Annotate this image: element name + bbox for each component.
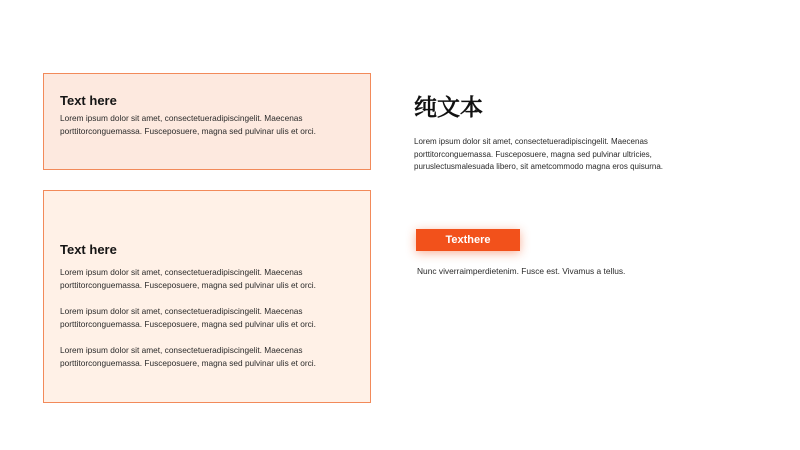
card-paragraph [60,344,360,370]
paragraph-line: Lorem ipsum dolor sit amet, consectetueradipiscingelit. Maecenas [414,137,648,146]
body-paragraph [414,136,734,174]
paragraph-line: puruslectusmalesuada libero, sit ametcommodo magna eros quisurna. [414,162,664,171]
paragraph-line: porttitorconguemassa. Fusceposuere, magna sed pulvinar ultricies, [414,149,652,159]
card-title: Text here [60,93,117,108]
card-paragraph [60,266,360,292]
paragraph-line: Lorem ipsum dolor sit amet, consectetueradipiscingelit. Maecenas [60,306,303,316]
texthere-button[interactable]: Texthere [416,229,520,251]
text-card-bottom [43,190,371,403]
page-heading: 纯文本 [414,95,483,121]
paragraph-line: porttitorconguemassa. Fusceposuere, magna sed pulvinar ulis et orci. [60,126,316,136]
card-title: Text here [60,242,117,257]
card-paragraph [60,112,360,138]
paragraph-line: Lorem ipsum dolor sit amet, consectetueradipiscingelit. Maecenas [60,267,303,277]
button-caption: Nunc viverraimperdietenim. Fusce est. Vivamus a tellus. [417,266,626,276]
paragraph-line: Lorem ipsum dolor sit amet, consectetueradipiscingelit. Maecenas [60,345,303,355]
card-paragraph [60,305,360,331]
paragraph-line: porttitorconguemassa. Fusceposuere, magna sed pulvinar ulis et orci. [60,358,316,368]
paragraph-line: porttitorconguemassa. Fusceposuere, magna sed pulvinar ulis et orci. [60,280,316,290]
text-card-top [43,73,371,170]
paragraph-line: Lorem ipsum dolor sit amet, consectetueradipiscingelit. Maecenas [60,113,303,123]
paragraph-line: porttitorconguemassa. Fusceposuere, magna sed pulvinar ulis et orci. [60,319,316,329]
